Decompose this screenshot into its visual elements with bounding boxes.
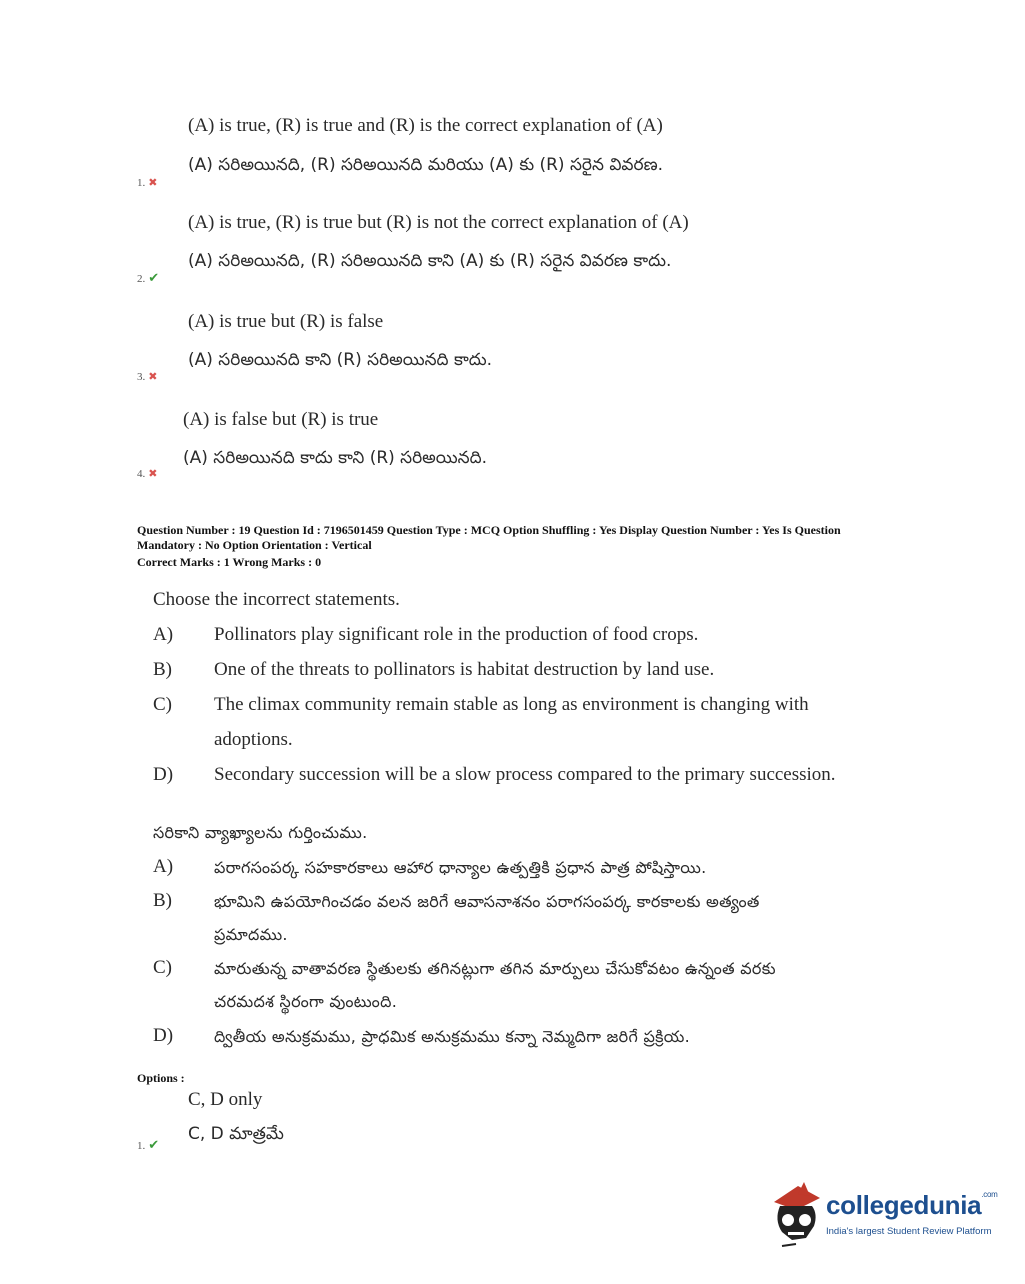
option-number: 3.: [137, 370, 146, 383]
statement-text-cont: చరమదశ స్థిరంగా వుంటుంది.: [214, 992, 398, 1011]
statement-letter: A): [153, 856, 174, 877]
option-number: 2.: [137, 272, 146, 285]
option-text-en: (A) is true, (R) is true but (R) is not the correct explanation of (A): [188, 212, 689, 233]
option-text-en: (A) is false but (R) is true: [183, 409, 379, 430]
option-text-te: C, D మాత్రమే: [188, 1124, 284, 1144]
option-number: 4.: [137, 467, 146, 480]
collegedunia-logo[interactable]: [768, 1180, 998, 1250]
options-label: Options :: [137, 1071, 185, 1085]
option-text-te: (A) సరిఅయినది, (R) సరిఅయినది కాని (A) కు (R) సరైన వివరణ కాదు.: [188, 251, 672, 271]
question-prompt-en: Choose the incorrect statements.: [153, 589, 400, 610]
statement-letter: B): [153, 659, 172, 680]
option-text-te: (A) సరిఅయినది కాదు కాని (R) సరిఅయినది.: [183, 448, 487, 468]
statement-text: Secondary succession will be a slow process compared to the primary succession.: [214, 764, 836, 785]
cross-icon: ✖: [148, 370, 158, 383]
logo-tagline: India's largest Student Review Platform: [826, 1226, 992, 1237]
statement-text: Pollinators play significant role in the production of food crops.: [214, 624, 699, 645]
check-icon: ✔: [148, 271, 160, 286]
statement-letter: C): [153, 957, 172, 978]
statement-letter: C): [153, 694, 172, 715]
cross-icon: ✖: [148, 176, 158, 189]
option-text-en: (A) is true but (R) is false: [188, 311, 384, 332]
option-text-te: (A) సరిఅయినది కాని (R) సరిఅయినది కాదు.: [188, 350, 492, 370]
option-number: 1.: [137, 176, 146, 189]
statement-letter: B): [153, 890, 172, 911]
statement-text: One of the threats to pollinators is habitat destruction by land use.: [214, 659, 715, 680]
logo-name: collegedunia: [826, 1190, 982, 1220]
statement-text: The climax community remain stable as long as environment is changing with: [214, 694, 809, 715]
question-prompt-te: సరికాని వ్యాఖ్యాలను గుర్తించుము.: [153, 823, 368, 842]
statement-letter: D): [153, 1025, 174, 1046]
statement-text-cont: adoptions.: [214, 729, 293, 750]
option-number: 1.: [137, 1139, 146, 1152]
meta-line-1: Question Number : 19 Question Id : 7196501459 Question Type : MCQ Option Shuffling : Yes Display Question Number : Yes Is Question: [137, 523, 841, 537]
check-icon: ✔: [148, 1138, 160, 1153]
statement-text: భూమిని ఉపయోగించడం వలన జరిగే ఆవాసనాశనం పరాగసంపర్క కారకాలకు అత్యంత: [214, 892, 760, 911]
option-text-te: (A) సరిఅయినది, (R) సరిఅయినది మరియు (A) కు (R) సరైన వివరణ.: [188, 155, 664, 175]
statement-letter: D): [153, 764, 174, 785]
statement-text: మారుతున్న వాతావరణ స్థితులకు తగినట్లుగా తగిన మార్పులు చేసుకోవటం ఉన్నంత వరకు: [214, 959, 776, 978]
statement-letter: A): [153, 624, 174, 645]
meta-line-3: Correct Marks : 1 Wrong Marks : 0: [137, 555, 322, 569]
option-text-en: C, D only: [188, 1089, 263, 1110]
cross-icon: ✖: [148, 467, 158, 480]
logo-tld: .com: [981, 1190, 998, 1199]
statement-text: పరాగసంపర్క సహకారకాలు ఆహార ధాన్యాల ఉత్పత్తికి ప్రధాన పాత్ర పోషిస్తాయి.: [214, 858, 707, 877]
option-text-en: (A) is true, (R) is true and (R) is the correct explanation of (A): [188, 115, 663, 136]
statement-text-cont: ప్రమాదము.: [214, 925, 288, 944]
mascot-icon: [768, 1180, 824, 1250]
meta-line-2: Mandatory : No Option Orientation : Vertical: [137, 538, 372, 552]
statement-text: ద్వితీయ అనుక్రమము, ప్రాధమిక అనుక్రమము కన్నా నెమ్మదిగా జరిగే ప్రక్రియ.: [214, 1027, 691, 1046]
